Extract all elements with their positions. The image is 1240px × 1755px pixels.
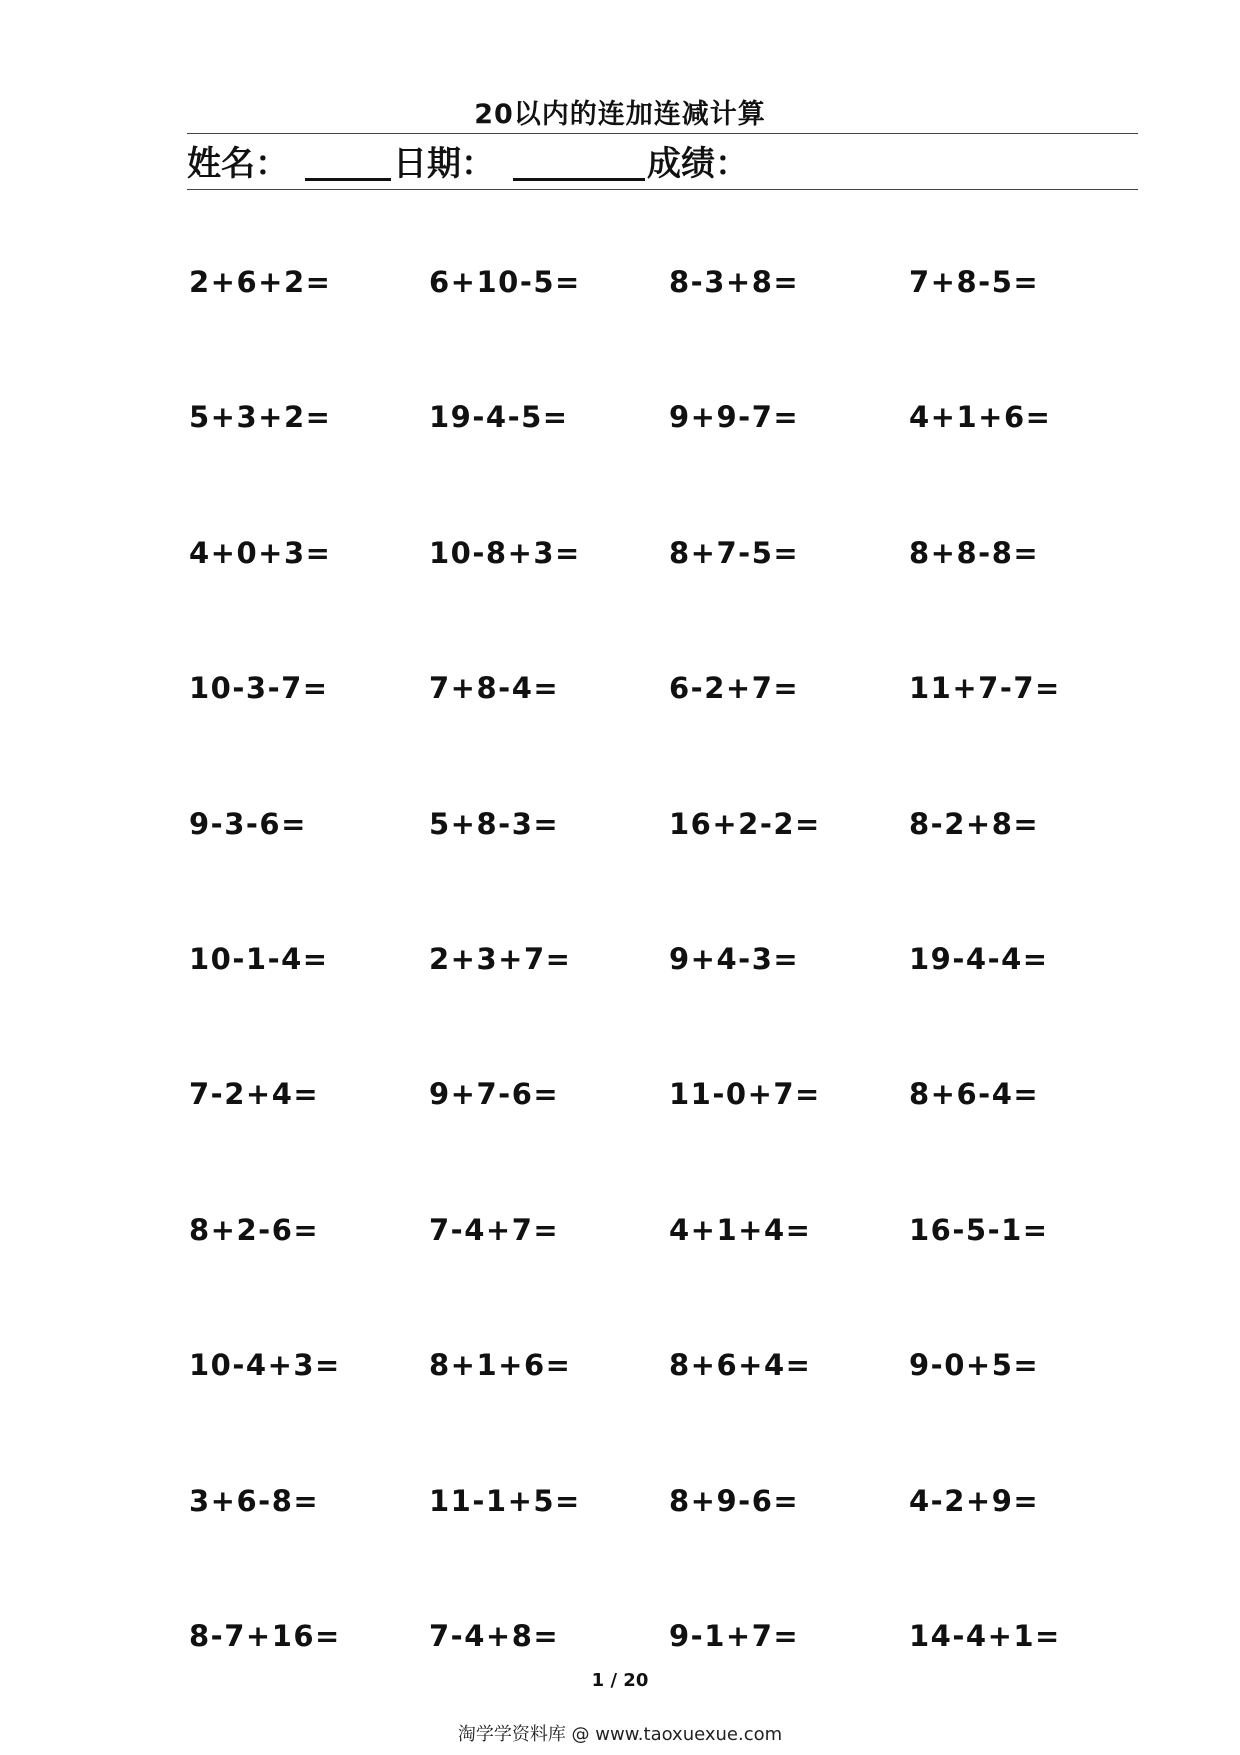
- problem: 10-4+3=: [189, 1348, 341, 1383]
- problem: 7-4+8=: [429, 1618, 560, 1653]
- problem: 4+1+4=: [669, 1212, 812, 1247]
- problem: 10-1-4=: [189, 941, 329, 976]
- page-number: 1 / 20: [591, 1670, 649, 1691]
- header-top-rule: [187, 133, 1138, 134]
- problem: 6+10-5=: [429, 265, 581, 299]
- name-label: 姓名：: [187, 144, 289, 184]
- problem-row: [189, 939, 1149, 1074]
- problem: 7+8-5=: [909, 265, 1040, 299]
- problem: 9+7-6=: [429, 1077, 560, 1112]
- problem: 7+8-4=: [429, 671, 560, 706]
- problem: 9+4-3=: [669, 941, 800, 976]
- problem: 8+8-8=: [909, 535, 1040, 570]
- header-bottom-rule: [187, 189, 1138, 190]
- problem: 2+6+2=: [189, 265, 332, 299]
- problem: 7-2+4=: [189, 1077, 320, 1112]
- problem: 8+9-6=: [669, 1483, 800, 1518]
- problem: 11-0+7=: [669, 1077, 821, 1112]
- date-blank: [513, 142, 645, 181]
- problem-row: [189, 1074, 1149, 1209]
- problem: 8+6-4=: [909, 1077, 1040, 1112]
- problem-row: [189, 533, 1149, 668]
- score-label: 成绩：: [647, 144, 749, 184]
- problem-row: [189, 397, 1149, 532]
- problem-row: [189, 1345, 1149, 1480]
- worksheet-title: 20以内的连加连减计算: [474, 99, 766, 130]
- problem: 2+3+7=: [429, 941, 572, 976]
- problem: 4+0+3=: [189, 535, 332, 570]
- name-blank: [305, 142, 391, 181]
- problem-row: [189, 262, 1149, 397]
- problem: 8+7-5=: [669, 535, 800, 570]
- problem: 11-1+5=: [429, 1483, 581, 1518]
- problem: 8-2+8=: [909, 806, 1040, 841]
- problem-row: [189, 1481, 1149, 1616]
- problem: 8-7+16=: [189, 1618, 341, 1653]
- problem: 9+9-7=: [669, 400, 800, 435]
- problem: 19-4-5=: [429, 400, 569, 435]
- problem: 4+1+6=: [909, 400, 1052, 435]
- problem: 9-1+7=: [669, 1618, 800, 1653]
- problem: 11+7-7=: [909, 671, 1061, 706]
- problem: 9-3-6=: [189, 806, 307, 841]
- problem: 10-3-7=: [189, 671, 329, 706]
- problem-row: [189, 804, 1149, 939]
- problem: 6-2+7=: [669, 671, 800, 706]
- problem: 8+1+6=: [429, 1348, 572, 1383]
- problem: 10-8+3=: [429, 535, 581, 570]
- problem: 5+3+2=: [189, 400, 332, 435]
- problem-row: [189, 668, 1149, 803]
- problem: 16+2-2=: [669, 806, 821, 841]
- problem: 14-4+1=: [909, 1618, 1061, 1653]
- problem: 8-3+8=: [669, 265, 800, 299]
- problem: 8+6+4=: [669, 1348, 812, 1383]
- problem-grid: [189, 262, 1149, 1751]
- student-info-row: [187, 140, 749, 186]
- watermark-text: 淘学学资料库 @ www.taoxuexue.com: [457, 1724, 783, 1745]
- problem: 5+8-3=: [429, 806, 560, 841]
- problem: 16-5-1=: [909, 1212, 1049, 1247]
- problem: 7-4+7=: [429, 1212, 560, 1247]
- problem: 9-0+5=: [909, 1348, 1040, 1383]
- problem: 19-4-4=: [909, 941, 1049, 976]
- problem: 8+2-6=: [189, 1212, 320, 1247]
- date-label: 日期：: [393, 144, 495, 184]
- problem: 3+6-8=: [189, 1483, 320, 1518]
- problem: 4-2+9=: [909, 1483, 1040, 1518]
- problem-row: [189, 1210, 1149, 1345]
